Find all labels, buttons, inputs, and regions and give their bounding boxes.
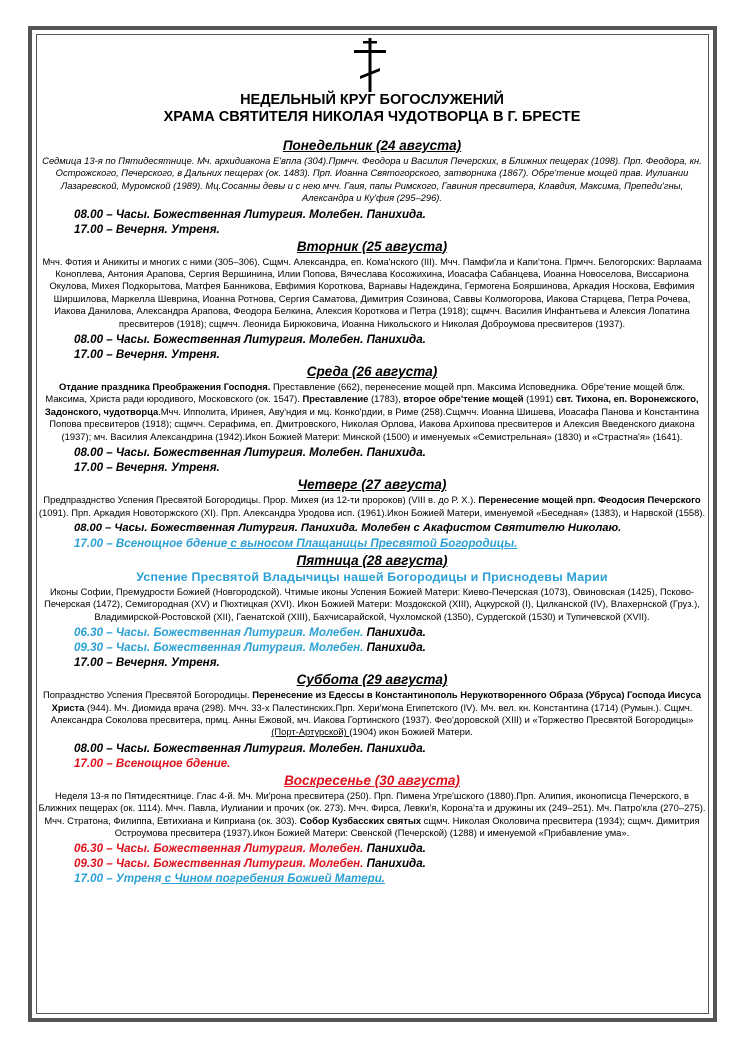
page-title — [38, 92, 706, 126]
schedule — [38, 136, 706, 886]
title-line-2: ХРАМА СВЯТИТЕЛЯ НИКОЛАЯ ЧУДОТВОРЦА В Г. БРЕСТЕ — [163, 109, 581, 125]
day-title-monday: Понедельник (24 августа) — [282, 138, 462, 153]
day-desc-sunday: Неделя 13-я по Пятидесятнице. Глас 4-й. Мч. Ми'рона пресвитера (250). Прп. Пимена Угре'шского (1880).Прп. Алипия, иконописца Печерского, в Ближних пещерах (ок. 1114). Мчч. Павла, Иулиании и прочих (ок. 273). Мчч. Фирса, Левки'я, Корона'та и дружины их (249–251). Мч. Патро'кла (270–275). Мчч. Стратона, Филиппа, Евтихиана и Киприана (ок. 303). Собор Кузбасских святых сщмч. Николая Околовича пресвитера (1934); сщмч. Димитрия Остроумова пресвитера (1937).Икон Божией Матери: Свенской (Печерской) (1288) и именуемой «Прибавление ума». — [38, 789, 706, 838]
day-title-wednesday: Среда (26 августа) — [306, 364, 438, 380]
service-monday-1: 08.00 – Часы. Божественная Литургия. Молебен. Панихида. — [74, 207, 426, 221]
service-saturday-2: 17.00 – Всенощное бдение. — [74, 756, 231, 770]
service-sunday-3: 17.00 – Утреня с Чином погребения Божией Матери. — [74, 872, 386, 886]
service-monday-2: 17.00 – Вечерня. Утреня. — [74, 222, 220, 236]
orthodox-cross-icon — [350, 38, 390, 92]
service-saturday-1: 08.00 – Часы. Божественная Литургия. Молебен. Панихида. — [74, 741, 426, 755]
service-wednesday-2: 17.00 – Вечерня. Утреня. — [74, 461, 220, 475]
day-title-friday: Пятница (28 августа) — [296, 552, 448, 568]
day-title-sunday: Воскресенье (30 августа) — [284, 772, 460, 788]
day-desc-friday: Иконы Софии, Премудрости Божией (Новгородской). Чтимые иконы Успения Божией Матери: Киево-Печерская (1073), Овиновская (1425), Псково-Печерская (1472), Семигородная (XV) и Пюхтицкая (XVI). Икон Божией Матери: Моздокской (XIII), Ацкурской (I), Цилканской (IV), Влахернской (Груз.), Владимирской-Ростовской (XII), Гаенатской (XIII), Бахчисарайской, Чухломской (1350), Сурдегской (1530) и Тупичевской (XVII). — [44, 585, 700, 622]
service-friday-1: 06.30 – Часы. Божественная Литургия. Молебен. Панихида. — [74, 626, 426, 640]
day-desc-saturday: Попразднство Успения Пресвятой Богородицы. Перенесение из Едессы в Константинополь Нерукотворенного Образа (Убруса) Господа Иисуса Христа (944). Мч. Диомида врача (298). Мчч. 33-х Палестинских.Прп. Хери'мона Египетского (IV). Мч. вел. кн. Константина (1714) (Румын.). Сщмч. Александра Соколова пресвитера, прмц. Анны Ежовой, мч. Иакова Гортинского (1937). Фео'доровской (XIII) и «Торжество Пресвятой Богородицы» (Порт-Артурской) (1904) икон Божией Матери. — [42, 689, 702, 738]
service-tuesday-1: 08.00 – Часы. Божественная Литургия. Молебен. Панихида. — [74, 333, 426, 347]
day-desc-thursday: Предпразднство Успения Пресвятой Богородицы. Прор. Михея (из 12-ти пророков) (VIII в. до Р. Х.). Перенесение мощей прп. Феодосия Печерского (1091). Прп. Аркадия Новоторжского (XI). Прп. Александра Уродова исп. (1961).Икон Божией Матери, именуемой «Беседная» (1383), и Нарвской (1558). — [38, 494, 706, 518]
day-desc-wednesday: Отдание праздника Преображения Господня. Преставление (662), перенесение мощей прп. Максима Исповедника. Обре'тение мощей блж. Максима, Христа ради юродивого, Московского (ок. 1547). Преставление (1783), второе обре'тение мощей (1991) свт. Тихона, еп. Воронежского, Задонского, чудотворца.Мчч. Ипполита, Иринея, Аву'ндия и мц. Конко'рдии, в Риме (258).Сщмчч. Иоанна Шишева, Иоасафа Панова и Константина Попова пресвитеров (1918); сщмчч. Серафима, еп. Дмитровского, Николая Орлова, Иакова Архипова пресвитеров и Алексия Введенского диакона (1937); мч. Василия Александрина (1942).Икон Божией Матери: Минской (1500) и именуемых «Семистрельная» (1830) и «Страстна'я» (1641). — [44, 381, 700, 442]
service-tuesday-2: 17.00 – Вечерня. Утреня. — [74, 348, 220, 362]
service-wednesday-1: 08.00 – Часы. Божественная Литургия. Молебен. Панихида. — [74, 446, 426, 460]
service-friday-3: 17.00 – Вечерня. Утреня. — [74, 656, 220, 670]
title-line-1: НЕДЕЛЬНЫЙ КРУГ БОГОСЛУЖЕНИЙ — [240, 92, 504, 108]
service-sunday-2: 09.30 – Часы. Божественная Литургия. Молебен. Панихида. — [74, 857, 426, 871]
feast-title-friday: Успение Пресвятой Владычицы нашей Богородицы и Приснодевы Марии — [136, 569, 608, 584]
service-thursday-1: 08.00 – Часы. Божественная Литургия. Панихида. Молебен с Акафистом Святителю Николаю. — [74, 521, 622, 534]
service-sunday-1: 06.30 – Часы. Божественная Литургия. Молебен. Панихида. — [74, 842, 426, 856]
day-desc-tuesday: Мчч. Фотия и Аникиты и многих с ними (305–306). Сщмч. Александра, еп. Кома'нского (III). Мчч. Памфи'ла и Капи'тона. Прмчч. Белогорских: Варлаама Коноплева, Антония Арапова, Сергия Вершинина, Илии Попова, Вячеслава Косожихина, Иоасафа Сабанцева, Иоанна Новоселова, Виссариона Окулова, Михея Подкорытова, Матфея Банникова, Евфимия Короткова, Варнавы Надеждина, Гермогена Бояршинова, Аркадия Носкова, Евфимия Ширшилова, Маркелла Шеврина, Иоанна Ротнова, Сергия Саматова, Димитрия Созинова, Саввы Колмогорова, Иакова Старцева, Петра Рочева, Иакова Данилова, Александра Арапова, Феодора Белкина, Алексия Короткова и Петра (1918); сщмчч. Василия Инфантьева и Алексия Лопатина пресвитеров (1918); сщмчч. Леонида Бирюковича, Иоанна Никольского и Николая Доброумова пресвитеров (1937). — [42, 255, 702, 329]
day-title-saturday: Суббота (29 августа) — [296, 672, 448, 688]
service-friday-2: 09.30 – Часы. Божественная Литургия. Молебен. Панихида. — [74, 641, 426, 655]
service-thursday-2: 17.00 – Всенощное бдение с выносом Плащаницы Пресвятой Богородицы. — [74, 536, 518, 550]
day-title-tuesday: Вторник (25 августа) — [296, 238, 448, 254]
day-title-thursday: Четверг (27 августа) — [297, 477, 447, 493]
day-desc-monday: Седмица 13-я по Пятидесятнице. Мч. архидиакона Е'впла (304).Прмчч. Феодора и Василия Печерских, в Ближних пещерах (1098). Прп. Феодора, кн. Острожского, Печерского, в Дальних пещерах (ок. 1483). Прп. Иоанна Святогорского, затворника (1867). Обре'тение мощей прав. Иулиании Лазаревской, Муромской (1989). Мц.Сосанны девы и с нею мчч. Гаия, папы Римского, Гавиния пресвитера, Клавдия, Максима, Препеди'гны, Александра и Ку'фия (295–296). — [42, 155, 702, 204]
